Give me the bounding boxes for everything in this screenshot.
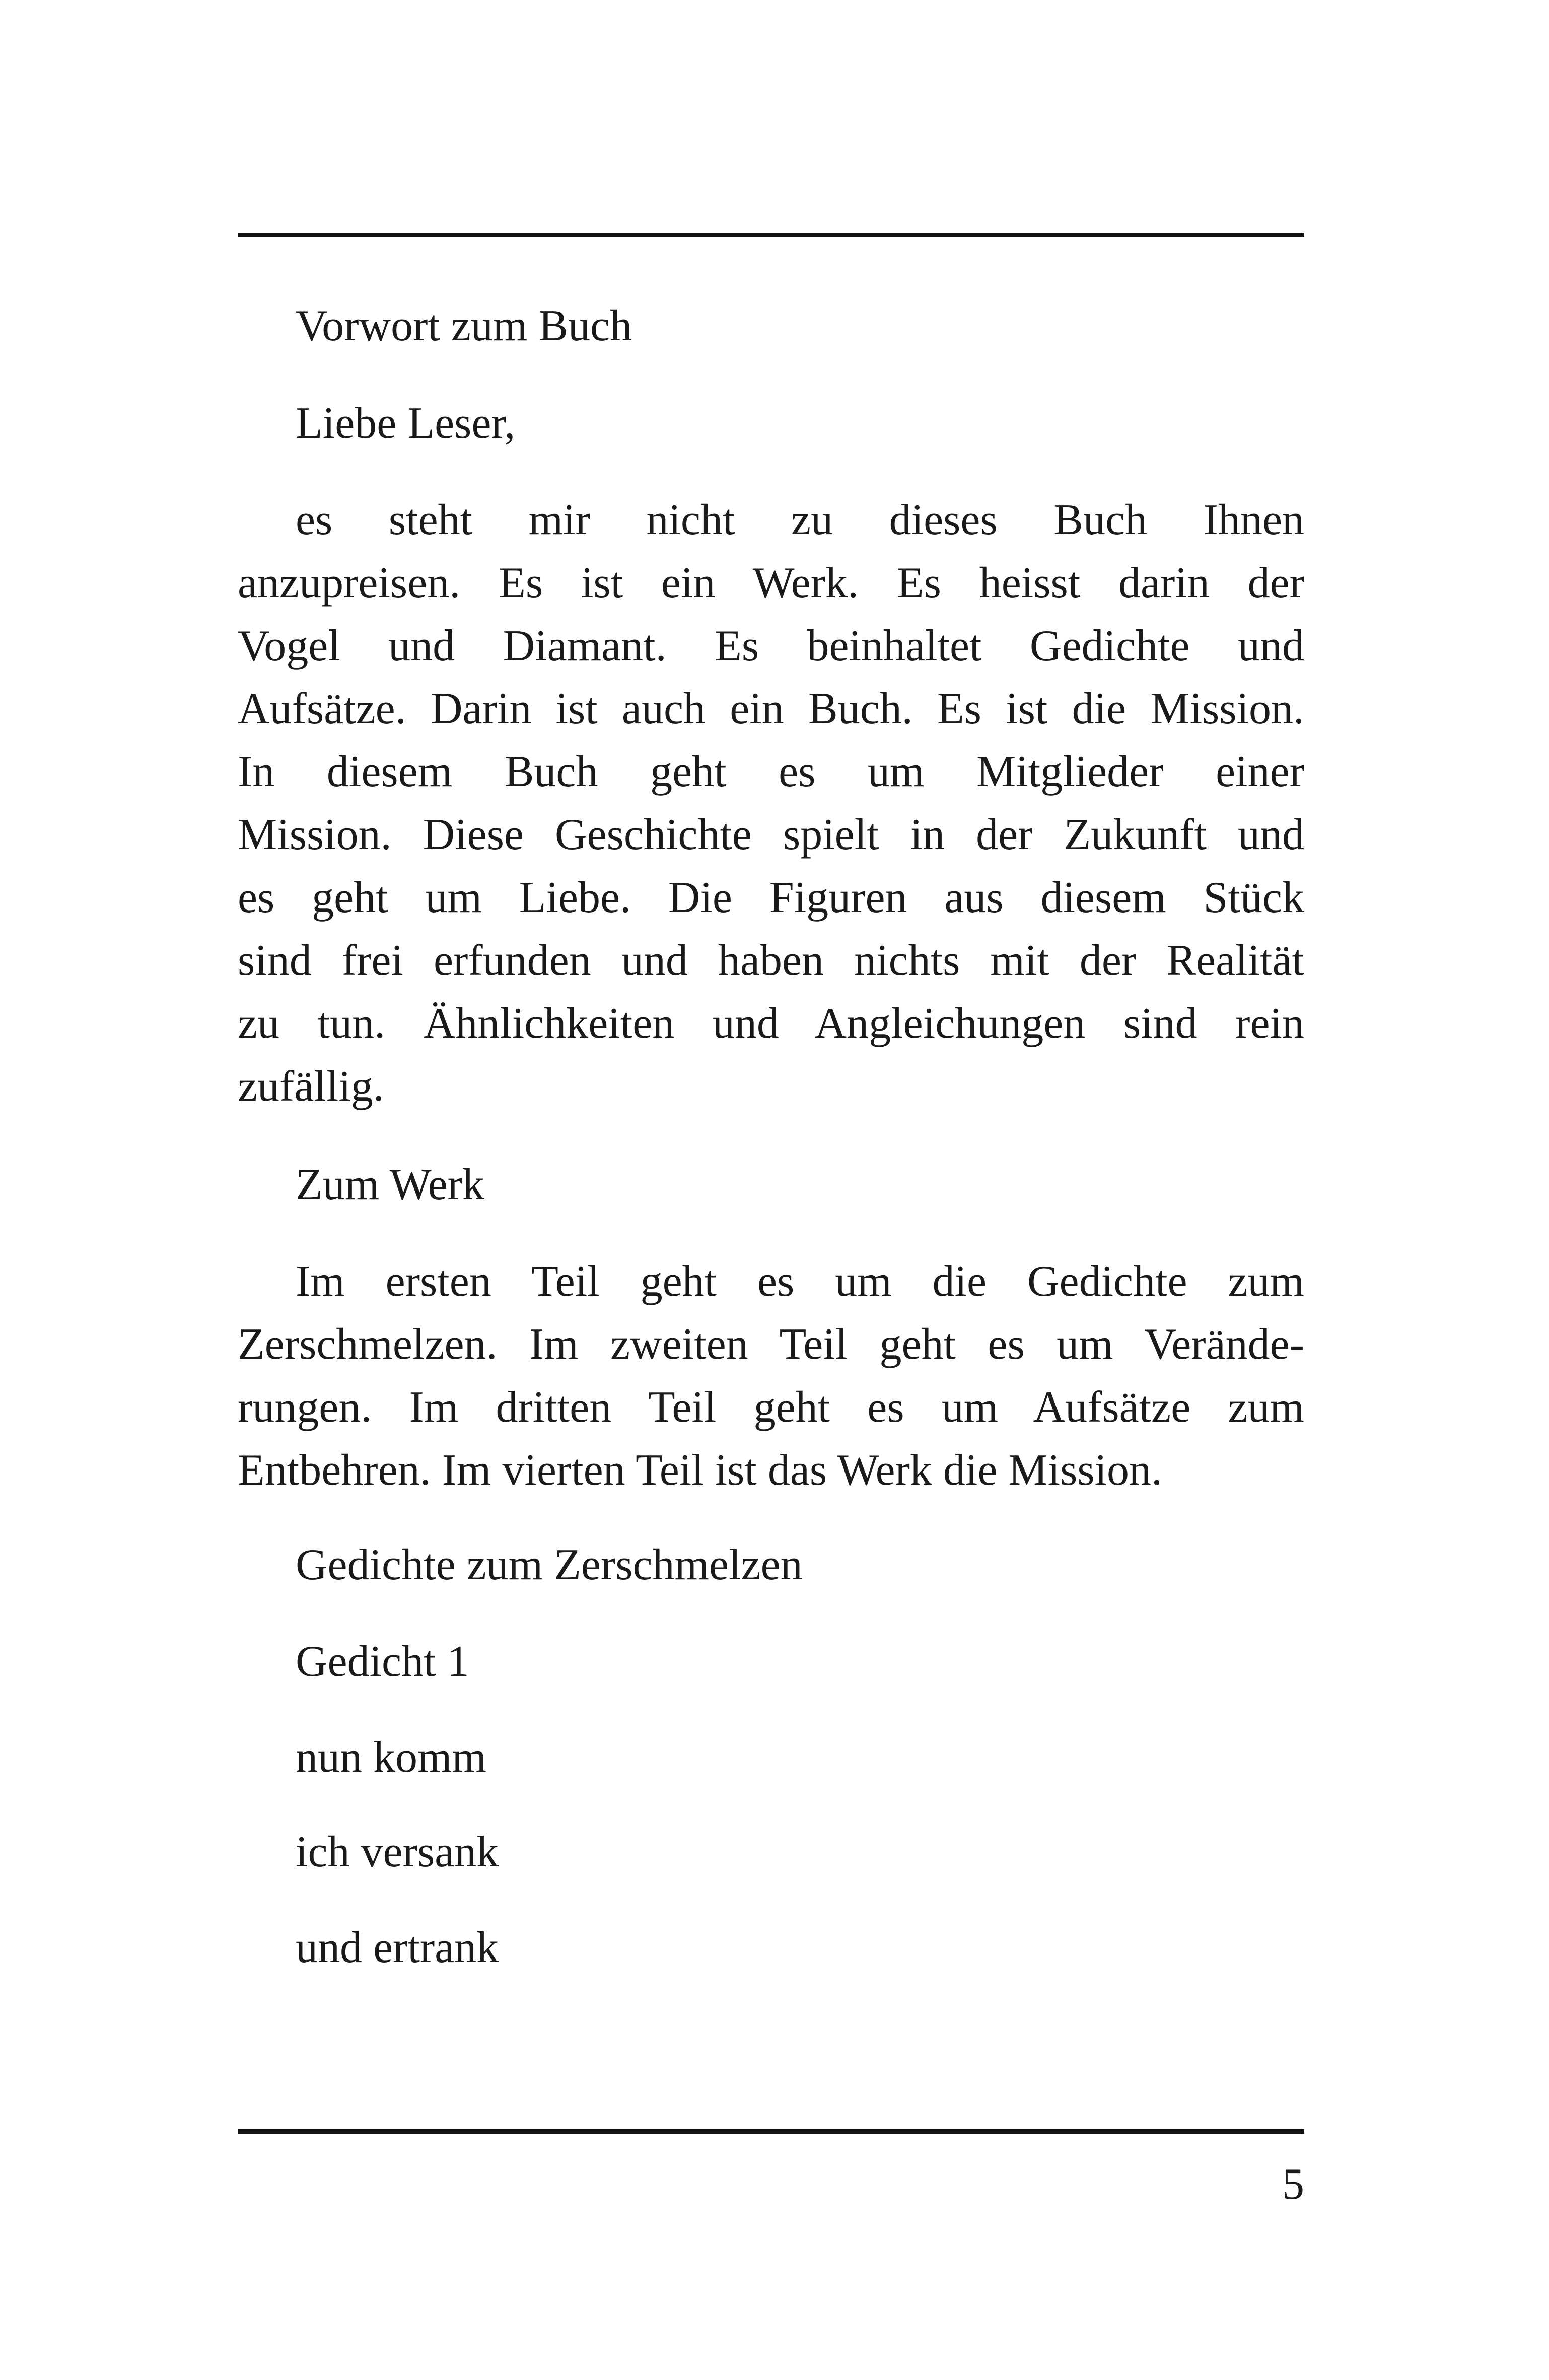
- paragraph-1-line: es steht mir nicht zu dieses Buch Ihnen: [296, 496, 1304, 544]
- bottom-rule: [238, 2129, 1304, 2134]
- heading-zum-werk: Zum Werk: [296, 1160, 484, 1209]
- paragraph-1-line: Aufsätze. Darin ist auch ein Buch. Es ist die Mission.: [238, 684, 1304, 733]
- poem-line: nun komm: [296, 1733, 486, 1782]
- poem-line: und ertrank: [296, 1923, 499, 1972]
- heading-vorwort: Vorwort zum Buch: [296, 302, 632, 351]
- paragraph-1-line: es geht um Liebe. Die Figuren aus diesem Stück: [238, 873, 1304, 922]
- paragraph-1-line: zufällig.: [238, 1062, 384, 1111]
- salutation: Liebe Leser,: [296, 399, 516, 448]
- paragraph-1-line: sind frei erfunden und haben nichts mit der Realität: [238, 936, 1304, 985]
- top-rule: [238, 233, 1304, 237]
- paragraph-2-line: Entbehren. Im vierten Teil ist das Werk die Mission.: [238, 1446, 1163, 1495]
- paragraph-1-line: In diesem Buch geht es um Mitglieder einer: [238, 747, 1304, 796]
- paragraph-1-line: Mission. Diese Geschichte spielt in der Zukunft und: [238, 810, 1304, 859]
- paragraph-1-line: Vogel und Diamant. Es beinhaltet Gedichte und: [238, 621, 1304, 670]
- paragraph-2-line: Zerschmelzen. Im zweiten Teil geht es um Verände-: [238, 1320, 1304, 1369]
- paragraph-2-line: Im ersten Teil geht es um die Gedichte zum: [296, 1257, 1304, 1306]
- heading-gedicht-1: Gedicht 1: [296, 1637, 469, 1686]
- poem-line: ich versank: [296, 1828, 499, 1876]
- paragraph-1-line: anzupreisen. Es ist ein Werk. Es heisst darin der: [238, 558, 1304, 607]
- heading-gedichte: Gedichte zum Zerschmelzen: [296, 1541, 803, 1589]
- paragraph-2-line: rungen. Im dritten Teil geht es um Aufsätze zum: [238, 1383, 1304, 1432]
- page-number: 5: [1282, 2160, 1304, 2209]
- paragraph-1-line: zu tun. Ähnlichkeiten und Angleichungen sind rein: [238, 999, 1304, 1048]
